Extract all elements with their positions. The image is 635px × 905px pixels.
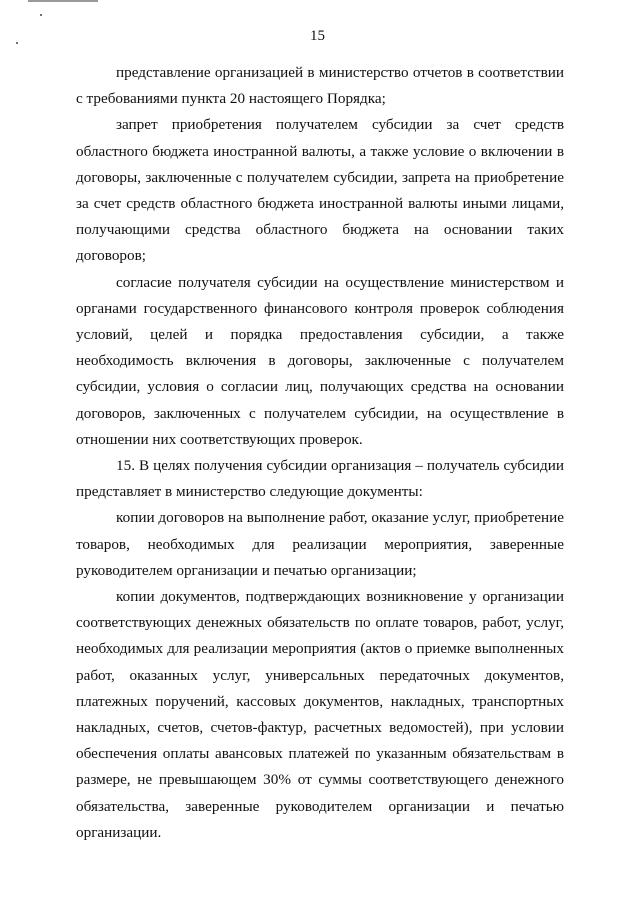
paragraph-inspection-consent: согласие получателя субсидии на осуществление министерством и органами государственного финансового контроля проверок соблюдения условий, целей и порядка предоставления субсидии, а также необходимость включения в договоры, заключенные с получателем субсидии, условия о согласии лиц, получающих средства на основании договоров, заключенных с получателем субсидии, на осуществление в отношении них соответствующих проверок. bbox=[76, 273, 564, 448]
paragraph-currency-ban: запрет приобретения получателем субсидии за счет средств областного бюджета иностранной валюты, а также условие о включении в договоры, заключенные с получателем субсидии, запрета на приобретение за счет средств областного бюджета иностранной валюты иными лицами, получающими средства областного бюджета на основании таких договоров; bbox=[76, 116, 564, 265]
scan-speck bbox=[40, 14, 42, 16]
paragraph-reports: представление организацией в министерство отчетов в соответствии с требованиями пункта 20 настоящего Порядка; bbox=[76, 64, 564, 108]
page-number: 15 bbox=[310, 28, 325, 44]
document-body bbox=[76, 60, 564, 846]
paragraph-obligation-documents: копии документов, подтверждающих возникновение у организации соответствующих денежных обязательств по оплате товаров, работ, услуг, необходимых для реализации мероприятия (актов о приемке выполненных работ, оказанных услуг, универсальных передаточных документов, платежных поручений, кассовых документов, накладных, транспортных накладных, счетов, счетов-фактур, расчетных ведомостей), при условии обеспечения оплаты авансовых платежей по указанным обязательствам в размере, не превышающем 30% от суммы соответствующего денежного обязательства, заверенные руководителем организации и печатью организации. bbox=[76, 588, 564, 841]
scan-edge-line bbox=[28, 0, 98, 2]
paragraph-section-15: 15. В целях получения субсидии организация – получатель субсидии представляет в министерство следующие документы: bbox=[76, 457, 564, 501]
paragraph-contract-copies: копии договоров на выполнение работ, оказание услуг, приобретение товаров, необходимых для реализации мероприятия, заверенные руководителем организации и печатью организации; bbox=[76, 509, 564, 579]
